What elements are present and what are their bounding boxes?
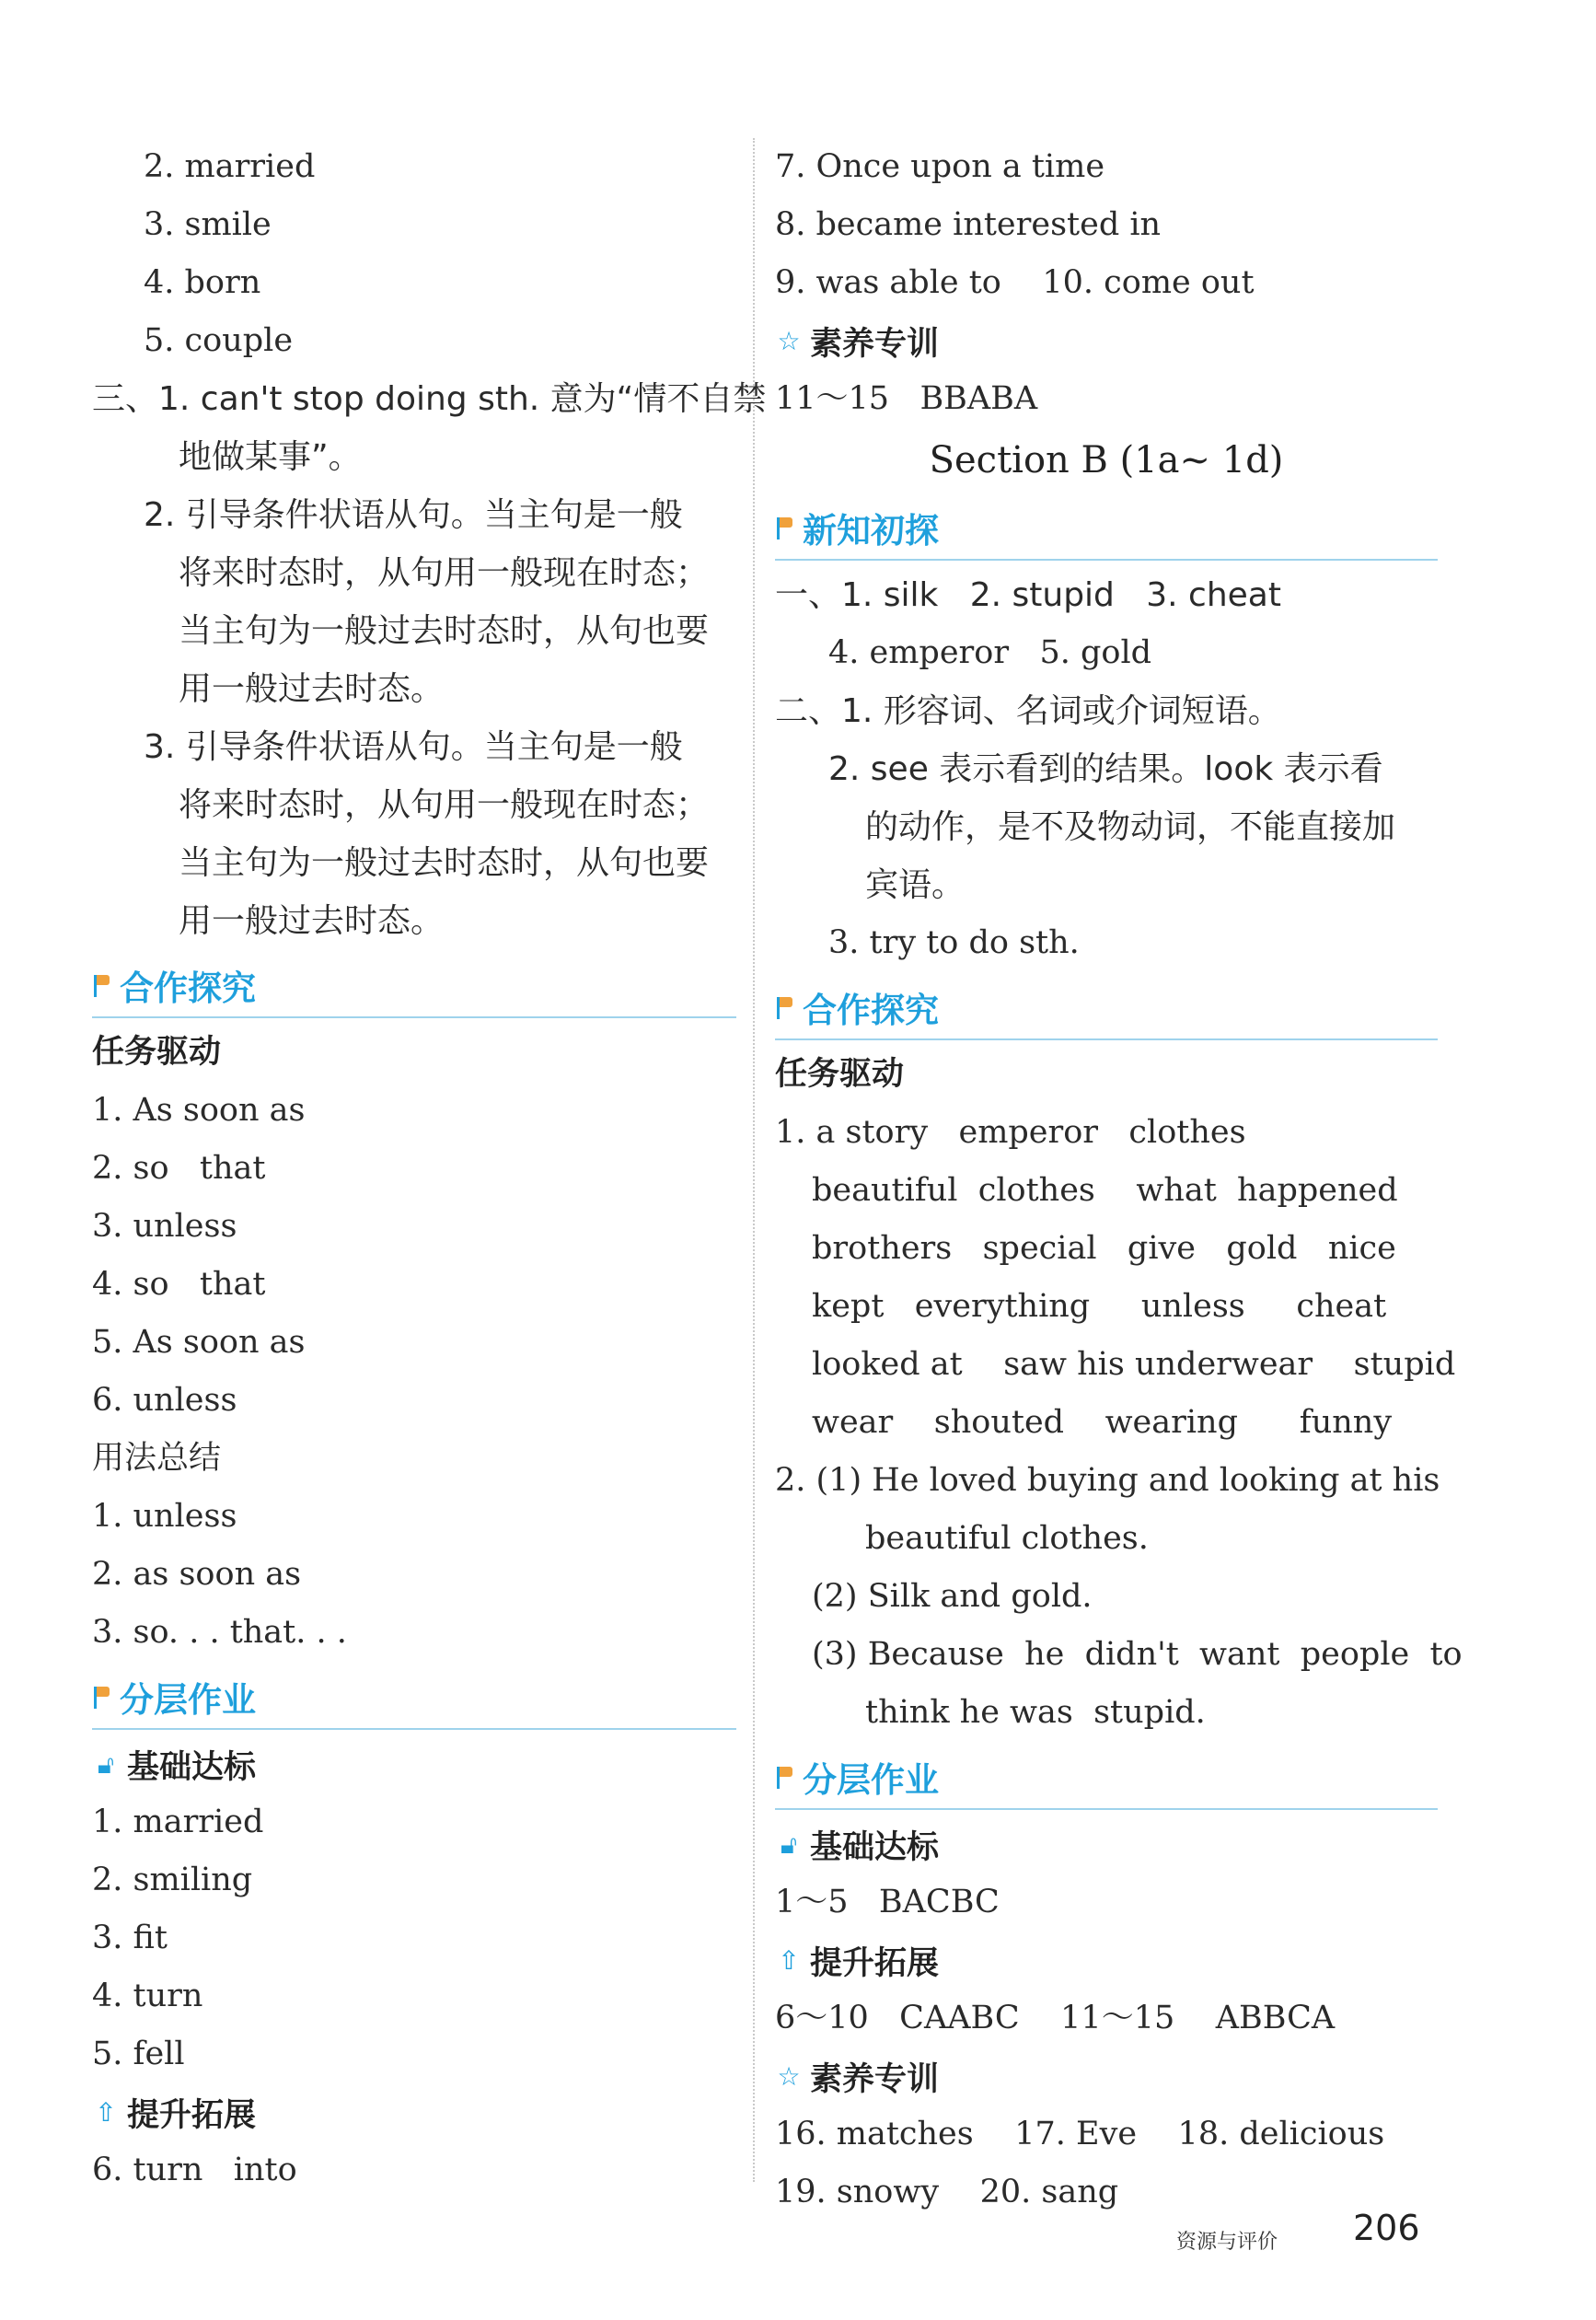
subsection-title: 基础达标	[810, 1828, 940, 1866]
answer-line: 4. emperor 5. gold	[828, 634, 1152, 671]
subsection-title: 提升拓展	[810, 1944, 940, 1982]
subsection-label: 任务驱动	[92, 1034, 222, 1071]
answer-line: 1. unless	[92, 1498, 237, 1535]
answer-line: 三、1. can't stop doing sth. 意为“情不自禁	[92, 380, 767, 418]
flag-icon	[775, 1765, 795, 1789]
answer-line: 1. married	[92, 1804, 264, 1840]
answer-line: brothers special give gold nice	[812, 1230, 1396, 1267]
subsection-heading	[92, 1735, 736, 1793]
answer-line: 11～15 BBABA	[775, 380, 1038, 417]
section-heading	[775, 976, 1438, 1040]
subsection-title: 素养专训	[810, 325, 940, 363]
subsection-label: 任务驱动	[775, 1056, 905, 1093]
left-column	[92, 138, 767, 2199]
answer-line: 5. couple	[144, 322, 294, 359]
subsection-heading	[92, 2083, 736, 2141]
answer-line: 16. matches 17. Eve 18. delicious	[775, 2116, 1385, 2152]
answer-line: 2. see 表示看到的结果。look 表示看	[828, 750, 1383, 788]
flag-icon	[92, 973, 112, 997]
answer-line: 6. unless	[92, 1382, 237, 1419]
subsection-heading	[775, 2047, 1438, 2105]
answer-line: 1～5 BACBC	[775, 1884, 1000, 1920]
answer-line: 2. as soon as	[92, 1556, 302, 1593]
section-title: 合作探究	[120, 969, 256, 1008]
section-title: 合作探究	[803, 991, 939, 1030]
subsection-title: 素养专训	[810, 2060, 940, 2098]
flag-icon	[92, 1685, 112, 1709]
subsection-label: 用法总结	[92, 1440, 222, 1477]
column-divider	[753, 138, 755, 2182]
answer-line: 将来时态时，从句用一般现在时态；	[179, 786, 710, 824]
star-icon: ☆	[777, 2060, 801, 2092]
flag-icon	[775, 995, 795, 1019]
answer-line: wear shouted wearing funny	[812, 1404, 1393, 1441]
answer-line: 宾语。	[865, 866, 966, 904]
answer-line: 1. As soon as	[92, 1092, 306, 1129]
answer-line: 用一般过去时态。	[179, 902, 445, 940]
answer-line: 7. Once upon a time	[775, 148, 1105, 185]
section-heading	[92, 954, 736, 1018]
answer-line: 当主句为一般过去时态时，从句也要	[179, 844, 710, 882]
arrow-up-icon: ⇧	[95, 2096, 117, 2128]
answer-line: beautiful clothes what happened	[812, 1172, 1398, 1209]
answer-line: 2. (1) He loved buying and looking at his	[775, 1462, 1440, 1499]
answer-line: 一、1. silk 2. stupid 3. cheat	[775, 576, 1281, 614]
section-title: 分层作业	[803, 1760, 939, 1800]
answer-line: 6. turn into	[92, 2152, 297, 2188]
arrow-up-icon: ⇧	[778, 1944, 800, 1976]
answer-line: 2. married	[144, 148, 316, 185]
answer-line: 2. smiling	[92, 1862, 253, 1898]
answer-line: 4. turn	[92, 1978, 203, 2014]
flag-icon	[775, 516, 795, 539]
answer-line: 3. unless	[92, 1208, 237, 1245]
answer-line: 19. snowy 20. sang	[775, 2174, 1119, 2210]
answer-line: 当主句为一般过去时态时，从句也要	[179, 612, 710, 650]
answer-line: think he was stupid.	[865, 1694, 1206, 1731]
answer-line: 4. born	[144, 264, 261, 301]
answer-line: 4. so that	[92, 1266, 266, 1303]
page-number: 206	[1353, 2208, 1420, 2248]
answer-line: 5. fell	[92, 2036, 185, 2072]
answer-line: 的动作，是不及物动词，不能直接加	[865, 808, 1396, 846]
star-icon: ☆	[777, 325, 801, 356]
answer-line: 8. became interested in	[775, 206, 1162, 243]
answer-line: 3. fit	[92, 1920, 168, 1956]
answer-line: (3) Because he didn't want people to	[812, 1636, 1463, 1673]
answer-line: 二、1. 形容词、名词或介词短语。	[775, 692, 1281, 730]
answer-line: 6～10 CAABC 11～15 ABBCA	[775, 2000, 1336, 2036]
footer-label: 资源与评价	[1176, 2231, 1278, 2254]
subsection-heading	[775, 312, 1438, 370]
section-title: Section B (1a~ 1d)	[929, 439, 1284, 481]
answer-line: 1. a story emperor clothes	[775, 1114, 1246, 1151]
answer-line: kept everything unless cheat	[812, 1288, 1387, 1325]
subsection-heading	[775, 1931, 1438, 1989]
subsection-heading	[775, 1815, 1438, 1873]
subsection-title: 提升拓展	[127, 2096, 257, 2134]
answer-line: 9. was able to 10. come out	[775, 264, 1255, 301]
answer-line: 地做某事”。	[179, 438, 362, 476]
answer-line: (2) Silk and gold.	[812, 1578, 1093, 1615]
answer-line: 2. 引导条件状语从句。当主句是一般	[144, 496, 683, 534]
section-title: 新知初探	[803, 511, 939, 551]
answer-line: 用一般过去时态。	[179, 670, 445, 708]
subsection-title: 基础达标	[127, 1748, 257, 1786]
section-heading	[775, 496, 1438, 561]
answer-line: 将来时态时，从句用一般现在时态；	[179, 554, 710, 592]
section-title: 分层作业	[120, 1680, 256, 1720]
answer-line: 3. smile	[144, 206, 272, 243]
right-column	[775, 138, 1463, 2221]
answer-line: 5. As soon as	[92, 1324, 306, 1361]
answer-line: looked at saw his underwear stupid	[812, 1346, 1456, 1383]
lock-icon: 🔓︎	[780, 1828, 798, 1860]
answer-line: 3. 引导条件状语从句。当主句是一般	[144, 728, 683, 766]
answer-line: 3. try to do sth.	[828, 924, 1080, 961]
section-heading	[92, 1665, 736, 1730]
section-heading	[775, 1746, 1438, 1810]
answer-line: beautiful clothes.	[865, 1520, 1149, 1557]
answer-line: 3. so. . . that. . .	[92, 1614, 347, 1651]
lock-icon: 🔓︎	[97, 1748, 115, 1780]
answer-line: 2. so that	[92, 1150, 266, 1187]
